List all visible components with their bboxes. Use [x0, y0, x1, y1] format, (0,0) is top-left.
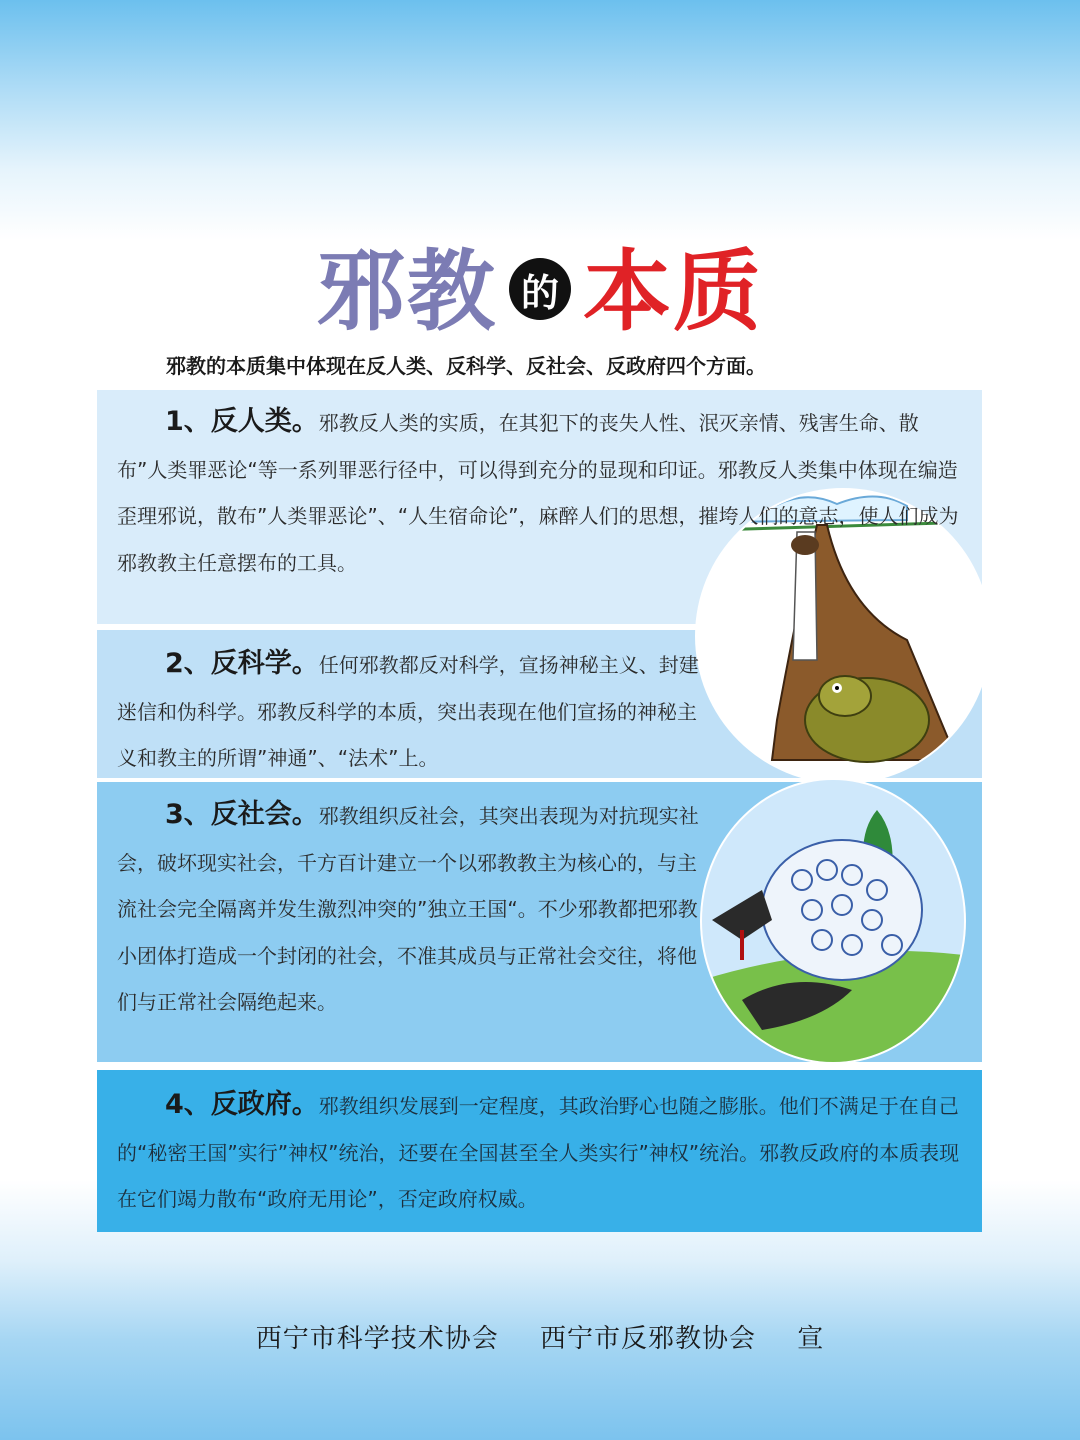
section-2-body: 任何邪教都反对科学，宣扬神秘主义、封建迷信和伪科学。邪教反科学的本质，突出表现在他们宣扬的神秘主义和教主的所谓”神通”、“法术”上。: [117, 653, 699, 770]
section-anti-humanity: [117, 399, 965, 586]
title-part-xiejiao: 邪教: [316, 239, 497, 343]
section-1-heading: 1、反人类。: [165, 406, 319, 437]
section-anti-science: [117, 641, 707, 782]
section-3-heading: 3、反社会。: [165, 799, 319, 830]
section-2-heading: 2、反科学。: [165, 648, 319, 679]
title-part-benzhi: 本质: [583, 239, 764, 343]
subtitle: 邪教的本质集中体现在反人类、反科学、反社会、反政府四个方面。: [166, 354, 766, 378]
section-3-body: 邪教组织反社会，其突出表现为对抗现实社会，破坏现实社会，千方百计建立一个以邪教教主为核心的，与主流社会完全隔离并发生激烈冲突的”独立王国“。不少邪教都把邪教小团体打造成一个封闭的社会，不准其成员与正常社会交往，将他们与正常社会隔绝起来。: [117, 804, 699, 1014]
wolf-in-sheep-clothing-illustration: [702, 780, 964, 1062]
section-anti-government: [117, 1082, 965, 1223]
footer-suffix: 宣: [797, 1324, 825, 1354]
section-4-heading: 4、反政府。: [165, 1089, 319, 1120]
section-1-body: 邪教反人类的实质，在其犯下的丧失人性、泯灭亲情、残害生命、散布”人类罪恶论“等一系列罪恶行径中，可以得到充分的显现和印证。邪教反人类集中体现在编造歪理邪说，散布”人类罪恶论”、“人生宿命论”，麻醉人们的思想，摧垮人们的意志，使人们成为邪教教主任意摆布的工具。: [117, 411, 959, 575]
poster-title: [0, 222, 1080, 348]
footer-org-science-association: 西宁市科学技术协会: [255, 1324, 499, 1354]
title-part-de-badge: 的: [509, 258, 571, 320]
footer-credits: [0, 1318, 1080, 1355]
section-4-body: 邪教组织发展到一定程度，其政治野心也随之膨胀。他们不满足于在自己的“秘密王国”实行”神权”统治，还要在全国甚至全人类实行”神权”统治。邪教反政府的本质表现在它们竭力散布“政府无用论”，否定政府权威。: [117, 1094, 960, 1211]
section-anti-society: [117, 792, 707, 1026]
footer-org-anti-cult-association: 西宁市反邪教协会: [539, 1324, 756, 1354]
